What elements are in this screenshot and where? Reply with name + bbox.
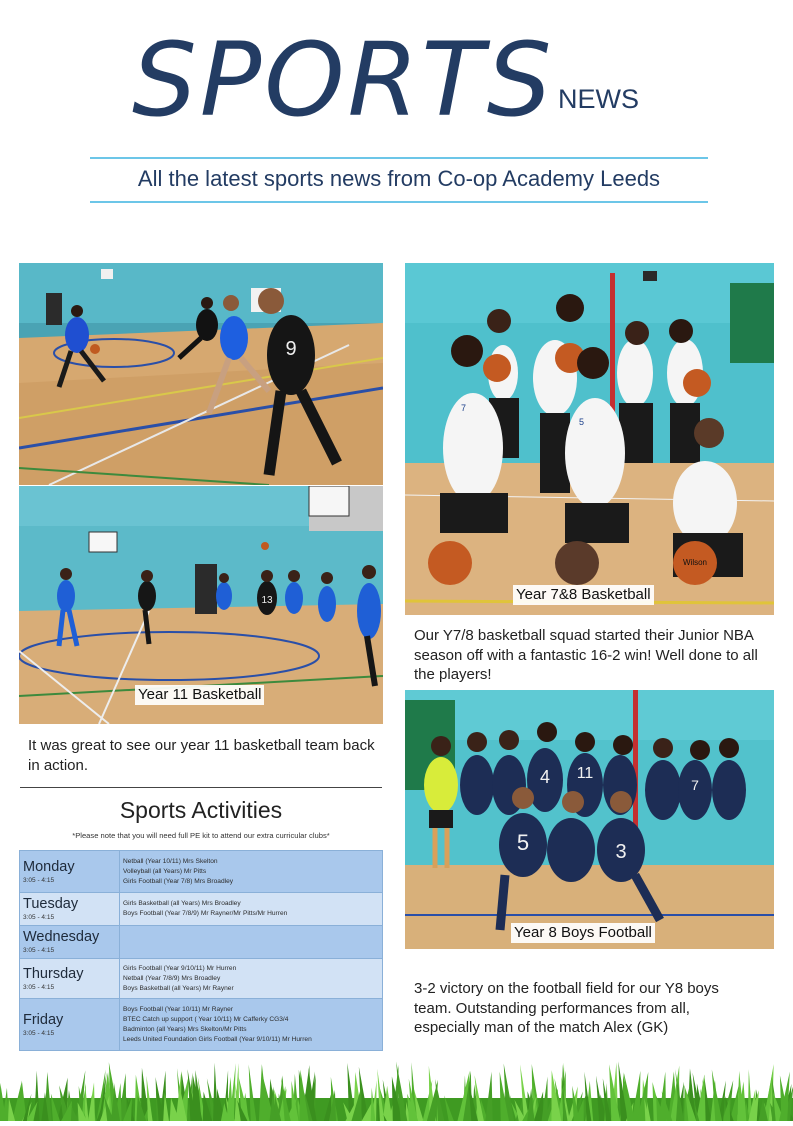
photo-y78-basketball bbox=[405, 263, 774, 615]
day-name: Wednesday bbox=[23, 929, 100, 945]
jersey-number: 5 bbox=[516, 830, 530, 855]
activity-item: Netball (Year 7/8/9) Mrs Broadley bbox=[123, 974, 221, 982]
article-y78-basketball-text: Our Y7/8 basketball squad started their Junior NBA season off with a fantastic 16-2 win! Well done to all the players! bbox=[414, 627, 758, 683]
jersey-number: 5 bbox=[579, 417, 585, 427]
day-time: 3:05 - 4:15 bbox=[23, 876, 55, 884]
caption-y78-basketball: Year 7&8 Basketball bbox=[513, 585, 654, 605]
day-name: Friday bbox=[23, 1011, 64, 1028]
jersey-number: 7 bbox=[461, 403, 467, 413]
activity-item: Netball (Year 10/11) Mrs Skelton bbox=[123, 857, 218, 865]
ball-brand-label: Wilson bbox=[682, 558, 708, 567]
masthead-title: SPORTS bbox=[132, 21, 555, 140]
bottom-divider bbox=[90, 201, 708, 203]
jersey-number: 9 bbox=[285, 338, 297, 360]
activity-item: Volleyball (all Years) Mr Pitts bbox=[123, 867, 207, 875]
schedule-row-friday bbox=[20, 999, 383, 1051]
activity-item: BTEC Catch up support ( Year 10/11) Mr Cafferky CG3/4 bbox=[123, 1015, 289, 1023]
activity-item: Girls Football (Year 7/8) Mrs Broadley bbox=[123, 877, 234, 885]
jersey-number: 11 bbox=[576, 765, 594, 782]
day-time: 3:05 - 4:15 bbox=[23, 914, 55, 921]
masthead-subtitle: NEWS bbox=[558, 84, 639, 114]
jersey-number: 13 bbox=[261, 595, 273, 606]
photo-y11-basketball-action bbox=[19, 263, 383, 485]
day-name: Tuesday bbox=[23, 896, 79, 912]
activity-item: Badminton (all Years) Mrs Skelton/Mr Pitts bbox=[123, 1025, 247, 1033]
schedule-row-monday bbox=[20, 851, 383, 893]
photo-y8-football bbox=[405, 690, 774, 949]
jersey-number: 4 bbox=[539, 767, 551, 787]
top-divider bbox=[90, 157, 708, 159]
activities-divider bbox=[20, 787, 382, 788]
activity-item: Girls Basketball (all Years) Mrs Broadley bbox=[123, 900, 241, 907]
article-y8-football-text: 3-2 victory on the football field for our Y8 boys team. Outstanding performances from all, especially man of the match Alex (GK) bbox=[414, 980, 719, 1036]
grass-footer-decoration bbox=[0, 1058, 793, 1121]
activity-item: Boys Basketball (all Years) Mr Rayner bbox=[123, 984, 234, 992]
schedule-row-wednesday bbox=[20, 926, 383, 959]
activity-item: Boys Football (Year 7/8/9) Mr Rayner/Mr Pitts/Mr Hurren bbox=[123, 910, 288, 917]
tagline: All the latest sports news from Co-op Academy Leeds bbox=[137, 166, 661, 191]
day-time: 3:05 - 4:15 bbox=[23, 947, 55, 954]
day-time: 3:05 - 4:15 bbox=[23, 1029, 55, 1037]
day-name: Monday bbox=[23, 858, 75, 875]
activity-item: Girls Football (Year 9/10/11) Mr Hurren bbox=[123, 964, 237, 972]
caption-y8-football: Year 8 Boys Football bbox=[511, 923, 655, 943]
activity-item: Boys Football (Year 10/11) Mr Rayner bbox=[123, 1005, 233, 1013]
activities-title: Sports Activities bbox=[119, 797, 283, 823]
day-time: 3:05 - 4:15 bbox=[23, 983, 55, 991]
caption-y11-basketball: Year 11 Basketball bbox=[135, 685, 264, 705]
schedule-row-thursday bbox=[20, 959, 383, 999]
jersey-number: 3 bbox=[615, 841, 627, 863]
activities-note: *Please note that you will need full PE kit to attend our extra curricular clubs* bbox=[72, 831, 330, 840]
jersey-number: 7 bbox=[691, 777, 699, 793]
activities-schedule bbox=[19, 850, 383, 1051]
photo-y11-basketball-game bbox=[19, 486, 383, 724]
day-name: Thursday bbox=[23, 965, 84, 982]
article-y11-basketball-text: It was great to see our year 11 basketball team back in action. bbox=[28, 737, 375, 774]
schedule-row-tuesday bbox=[20, 893, 383, 926]
activity-item: Leeds United Foundation Girls Football (Year 9/10/11) Mr Hurren bbox=[123, 1035, 312, 1043]
